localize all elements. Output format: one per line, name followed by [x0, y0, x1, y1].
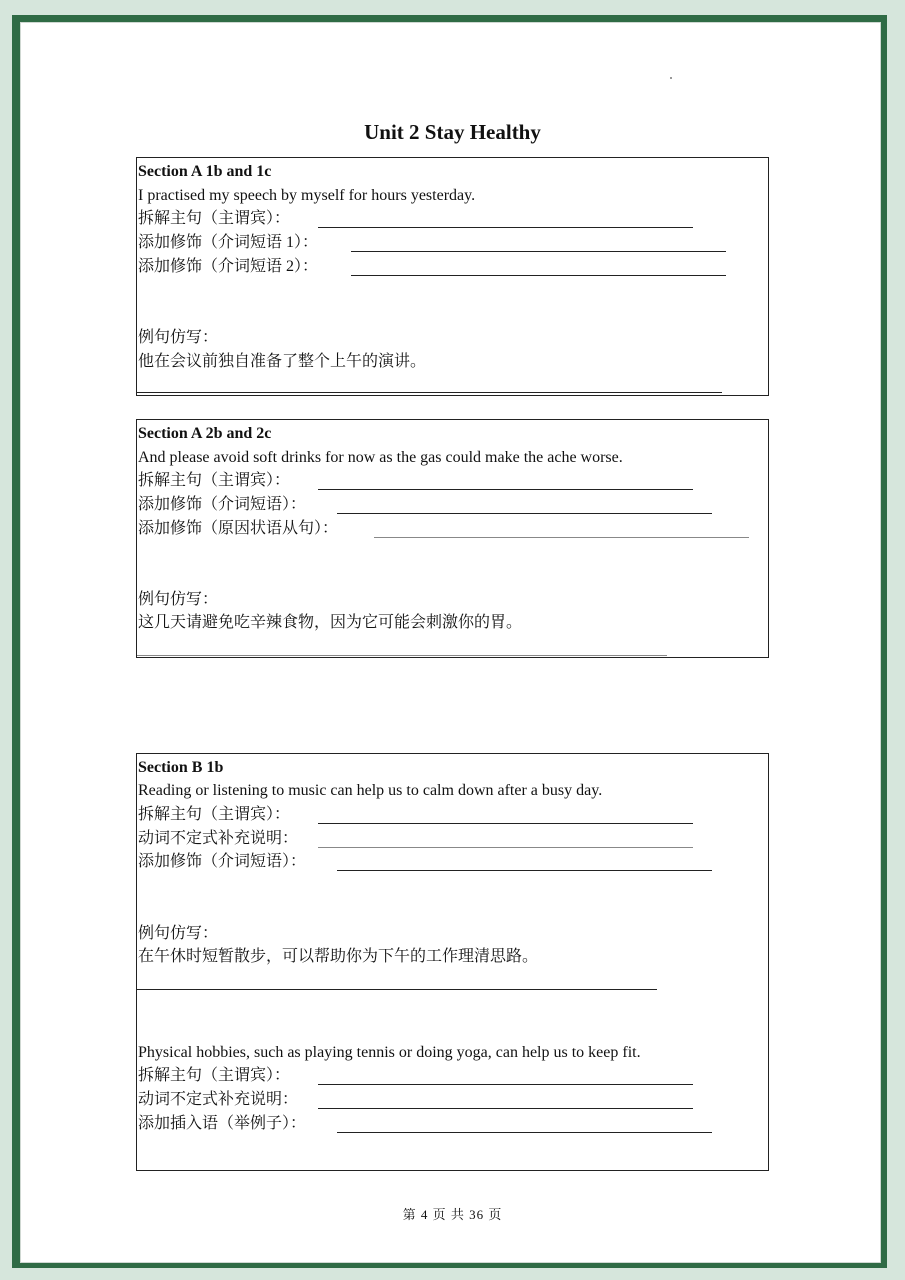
prompt-infinitive: 动词不定式补充说明：	[138, 830, 299, 847]
imitation-label: 例句仿写：	[138, 329, 219, 346]
section-heading: Section B 1b	[138, 759, 224, 776]
answer-blank[interactable]	[337, 1132, 712, 1133]
answer-blank[interactable]	[374, 537, 749, 538]
prompt-main-clause: 拆解主句（主谓宾）：	[138, 210, 291, 227]
answer-blank[interactable]	[318, 1084, 693, 1085]
imitation-prompt: 在午休时短暂散步，可以帮助你为下午的工作理清思路。	[138, 948, 539, 965]
imitation-prompt: 这几天请避免吃辛辣食物，因为它可能会刺激你的胃。	[138, 614, 523, 631]
imitation-prompt: 他在会议前独自准备了整个上午的演讲。	[138, 353, 427, 370]
answer-blank[interactable]	[351, 251, 726, 252]
prompt-parenthesis: 添加插入语（举例子）：	[138, 1115, 307, 1132]
prompt-modifier-1: 添加修饰（介词短语 1）：	[138, 234, 319, 251]
example-sentence-2: Physical hobbies, such as playing tennis or doing yoga, can help us to keep fit.	[138, 1044, 641, 1061]
answer-blank[interactable]	[318, 489, 693, 490]
speck-mark	[670, 77, 672, 79]
section-b-1b-box	[136, 753, 769, 1171]
answer-blank[interactable]	[137, 392, 722, 393]
section-heading: Section A 2b and 2c	[138, 425, 272, 442]
answer-blank[interactable]	[318, 1108, 693, 1109]
answer-blank[interactable]	[318, 823, 693, 824]
prompt-modifier-2: 添加修饰（介词短语 2）：	[138, 258, 319, 275]
prompt-main-clause: 拆解主句（主谓宾）：	[138, 806, 291, 823]
section-heading: Section A 1b and 1c	[138, 163, 272, 180]
answer-blank[interactable]	[318, 227, 693, 228]
prompt-clause: 添加修饰（原因状语从句）：	[138, 520, 339, 537]
section-a-1b-box	[136, 157, 769, 396]
answer-blank[interactable]	[337, 870, 712, 871]
example-sentence: Reading or listening to music can help us to calm down after a busy day.	[138, 782, 603, 799]
prompt-main-clause-2: 拆解主句（主谓宾）：	[138, 1067, 291, 1084]
prompt-modifier: 添加修饰（介词短语）：	[138, 853, 307, 870]
prompt-infinitive-2: 动词不定式补充说明：	[138, 1091, 299, 1108]
answer-blank[interactable]	[137, 655, 667, 656]
imitation-label: 例句仿写：	[138, 925, 219, 942]
section-a-2b-box	[136, 419, 769, 658]
page-title: Unit 2 Stay Healthy	[364, 120, 541, 144]
prompt-modifier: 添加修饰（介词短语）：	[138, 496, 307, 513]
example-sentence: I practised my speech by myself for hours yesterday.	[138, 187, 476, 204]
page-number: 第 4 页 共 36 页	[402, 1207, 503, 1222]
answer-blank[interactable]	[318, 847, 693, 848]
imitation-label: 例句仿写：	[138, 591, 219, 608]
answer-blank[interactable]	[337, 513, 712, 514]
answer-blank[interactable]	[351, 275, 726, 276]
prompt-main-clause: 拆解主句（主谓宾）：	[138, 472, 291, 489]
example-sentence: And please avoid soft drinks for now as the gas could make the ache worse.	[138, 449, 623, 466]
answer-blank[interactable]	[137, 989, 657, 990]
